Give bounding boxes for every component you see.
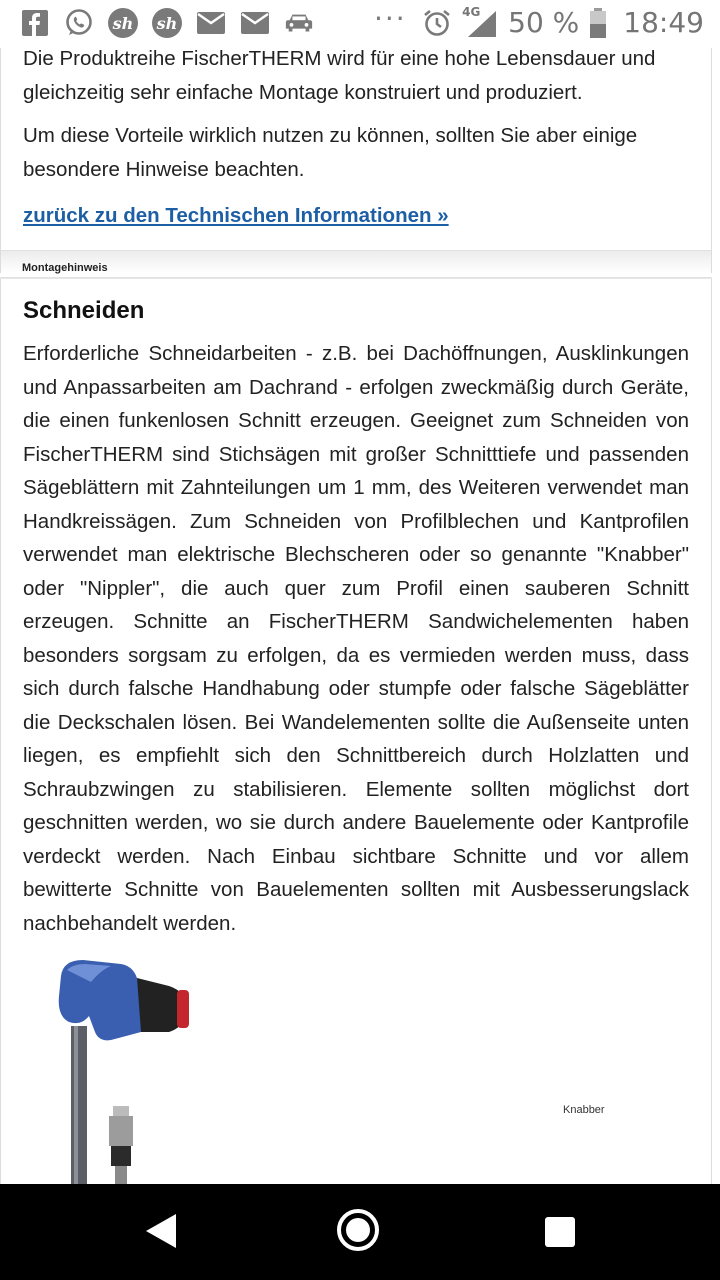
system-indicators	[422, 6, 704, 39]
nibbler-tool-image	[41, 956, 241, 1184]
signal-icon	[462, 4, 498, 39]
back-icon[interactable]	[144, 1212, 178, 1250]
image-caption: Knabber	[563, 1104, 605, 1116]
page-content[interactable]	[0, 48, 712, 1184]
alarm-icon	[422, 8, 452, 38]
navigation-bar	[0, 1184, 720, 1280]
sh-app-icon-2: sh	[152, 8, 182, 38]
more-notifications-icon: ···	[374, 2, 407, 35]
home-icon[interactable]	[337, 1209, 379, 1251]
facebook-icon	[20, 8, 50, 38]
car-icon	[284, 8, 314, 38]
clock: 18:49	[623, 6, 704, 39]
recent-apps-icon[interactable]	[545, 1217, 575, 1247]
mail-icon-2	[240, 8, 270, 38]
section-title: Schneiden	[23, 297, 145, 324]
whatsapp-icon	[64, 8, 94, 38]
section-label: Montagehinweis	[0, 259, 712, 278]
section-body: Erforderliche Schneidarbeiten - z.B. bei Dachöffnungen, Ausklinkungen und Anpassarbeiten am Dachrand - erfolgen zweckmäßig durch Geräte, die einen funkenlosen Schnitt erzeugen. Geeignet zum Schneiden von FischerTHERM sind Stichsägen mit großer Schnitttiefe und passenden Sägeblättern mit Zahnteilungen um 1 mm, des Weiteren verwendet man Handkreissägen. Zum Schneiden von Profilblechen und Kantprofilen verwendet man elektrische Blechscheren oder so genannte "Knabber" oder "Nippler", die auch quer zum Profil einen sauberen Schnitt erzeugen. Schnitte an FischerTHERM Sandwichelementen haben besonders sorgsam zu erfolgen, da es vermieden werden muss, dass sich durch falsche Handhabung oder stumpfe oder falsche Sägeblätter die Deckschalen lösen. Bei Wandelementen sollte die Außenseite unten liegen, es empfiehlt sich den Schnittbereich durch Holzlatten und Schraubzwingen zu stabilisieren. Elemente sollten möglichst dort geschnitten werden, wo sie durch andere Bauelemente oder Kantprofile verdeckt werden. Nach Einbau sichtbare Schnitte und vor allem bewitterte Schnitte von Bauelementen sollten mit Ausbesserungslack nachbehandelt werden.	[23, 342, 689, 935]
battery-icon	[589, 8, 607, 38]
sh-app-icon: sh	[108, 8, 138, 38]
intro-paragraph-1: Die Produktreihe FischerTHERM wird für eine hohe Lebensdauer und gleichzeitig sehr einfache Montage konstruiert und produziert.	[23, 48, 656, 104]
intro-card	[0, 48, 712, 273]
tool-figure	[1, 956, 711, 1184]
mail-icon	[196, 8, 226, 38]
content-card	[0, 278, 712, 1184]
back-to-technical-info-link[interactable]: zurück zu den Technischen Informationen »	[23, 204, 449, 227]
status-bar	[0, 0, 720, 48]
signal-indicator	[462, 4, 498, 39]
intro-paragraph-2: Um diese Vorteile wirklich nutzen zu können, sollten Sie aber einige besondere Hinweise beachten.	[23, 124, 638, 181]
notification-icons	[20, 8, 314, 38]
network-type-label: 4G	[462, 4, 481, 19]
battery-percent: 50 %	[508, 6, 580, 39]
